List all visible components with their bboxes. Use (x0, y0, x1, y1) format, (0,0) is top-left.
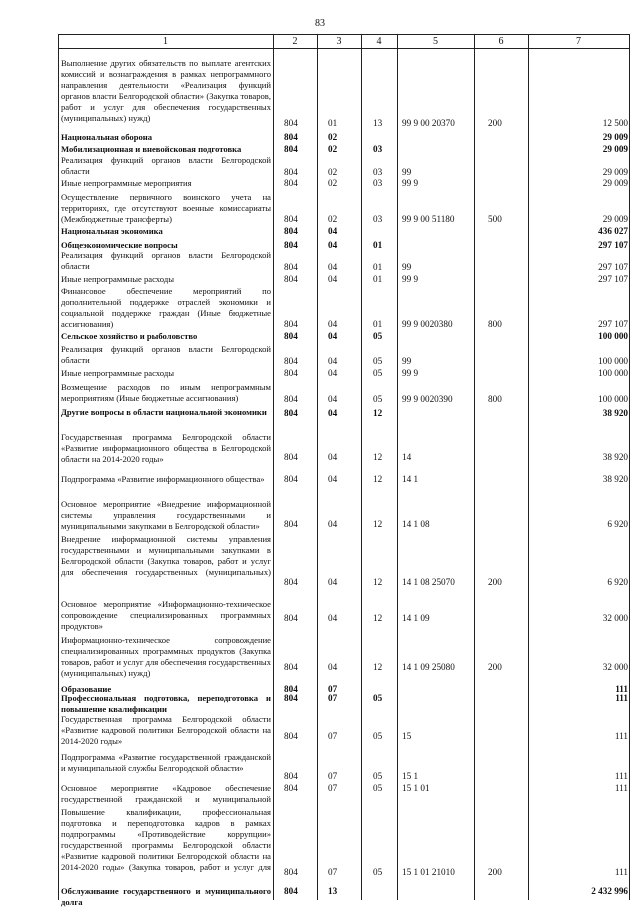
cell-c3: 04 (328, 240, 338, 250)
cell-c2: 804 (284, 240, 298, 250)
cell-c3: 04 (328, 274, 338, 284)
cell-c3: 04 (328, 394, 338, 404)
cell-c2: 804 (284, 214, 298, 224)
cell-c7: 111 (615, 693, 628, 703)
cell-c2: 804 (284, 319, 298, 329)
cell-c6: 200 (488, 662, 502, 672)
cell-c7: 32 000 (602, 613, 628, 623)
cell-c4: 05 (373, 783, 383, 793)
cell-c2: 804 (284, 144, 298, 154)
cell-c6: 500 (488, 214, 502, 224)
row-name: Профессиональная подготовка, переподготовка и повышение квалификации (61, 693, 271, 714)
cell-c5: 14 1 08 25070 (402, 577, 455, 587)
cell-c2: 804 (284, 226, 298, 236)
cell-c4: 05 (373, 731, 383, 741)
cell-c7: 29 009 (602, 178, 628, 188)
cell-c2: 804 (284, 262, 298, 272)
cell-c4: 03 (373, 167, 383, 177)
row-name: Иные непрограммные расходы (61, 368, 174, 378)
cell-c2: 804 (284, 693, 298, 703)
cell-c5: 14 1 09 25080 (402, 662, 455, 672)
cell-c4: 05 (373, 771, 383, 781)
cell-c3: 04 (328, 368, 338, 378)
cell-c5: 14 1 09 (402, 613, 430, 623)
cell-c4: 05 (373, 368, 383, 378)
cell-c3: 04 (328, 613, 338, 623)
cell-c2: 804 (284, 474, 298, 484)
cell-c6: 800 (488, 319, 502, 329)
row-name: Подпрограмма «Развитие информационного общества» (61, 474, 265, 484)
header-col-3: 3 (336, 36, 342, 47)
cell-c3: 04 (328, 226, 338, 236)
cell-c5: 99 9 (402, 368, 419, 378)
cell-c4: 05 (373, 331, 383, 341)
cell-c4: 05 (373, 693, 383, 703)
page-number: 83 (315, 18, 325, 29)
cell-c2: 804 (284, 408, 298, 418)
cell-c4: 03 (373, 178, 383, 188)
cell-c3: 04 (328, 577, 338, 587)
cell-c3: 04 (328, 662, 338, 672)
row-name: Основное мероприятие «Внедрение информационной системы управления государственными и муниципальными закупками в Белгородской области» (61, 499, 271, 531)
row-name: Повышение квалификации, профессиональная подготовка и переподготовка кадров в рамках подпрограммы «Противодействие коррупции» государственной программы Белгородской области «Развитие кадровой политики Белгородской области на 2014-2020 годы» (Закупка товаров, работ и услуг для (61, 807, 271, 872)
cell-c3: 04 (328, 408, 338, 418)
cell-c7: 100 000 (598, 331, 628, 341)
cell-c3: 02 (328, 132, 338, 142)
cell-c4: 12 (373, 452, 383, 462)
cell-c2: 804 (284, 577, 298, 587)
cell-c2: 804 (284, 452, 298, 462)
row-name: Мобилизационная и вневойсковая подготовка (61, 144, 242, 154)
row-name: Информационно-техническое сопровождение специализированных программных продуктов (Закупка товаров, работ и услуг для обеспечения государственных (муниципальных) нужд) (61, 635, 271, 678)
row-name: Подпрограмма «Развитие государственной гражданской и муниципальной службы Белгородской области» (61, 752, 271, 773)
cell-c3: 02 (328, 144, 338, 154)
row-name: Реализация функций органов власти Белгородской области (61, 344, 271, 365)
cell-c2: 804 (284, 368, 298, 378)
row-name: Обслуживание государственного и муниципального долга (61, 886, 271, 907)
cell-c6: 200 (488, 577, 502, 587)
header-col-1: 1 (163, 36, 168, 47)
cell-c2: 804 (284, 731, 298, 741)
cell-c5: 99 (402, 356, 412, 366)
row-name: Основное мероприятие «Кадровое обеспечение государственной гражданской и муниципальной (61, 783, 271, 804)
header-col-6: 6 (498, 36, 504, 47)
cell-c2: 804 (284, 886, 298, 896)
cell-c6: 200 (488, 867, 502, 877)
cell-c5: 99 9 00 51180 (402, 214, 455, 224)
cell-c6: 800 (488, 394, 502, 404)
cell-c2: 804 (284, 394, 298, 404)
cell-c5: 99 (402, 262, 412, 272)
cell-c4: 12 (373, 662, 383, 672)
row-name: Внедрение информационной системы управления государственными и муниципальными закупками в Белгородской области (Закупка товаров, работ и услуг для обеспечения государственных (муниципальных) (61, 534, 271, 577)
cell-c4: 01 (373, 274, 383, 284)
cell-c5: 99 9 00 20370 (402, 118, 455, 128)
cell-c5: 14 (402, 452, 412, 462)
cell-c3: 07 (328, 693, 338, 703)
cell-c2: 804 (284, 867, 298, 877)
cell-c5: 15 1 01 21010 (402, 867, 455, 877)
cell-c7: 29 009 (602, 167, 628, 177)
cell-c7: 111 (614, 783, 628, 793)
cell-c2: 804 (284, 331, 298, 341)
cell-c3: 04 (328, 356, 338, 366)
row-name: Реализация функций органов власти Белгородской области (61, 250, 271, 271)
cell-c3: 07 (328, 684, 338, 694)
cell-c2: 804 (284, 783, 298, 793)
cell-c3: 02 (328, 167, 338, 177)
cell-c7: 297 107 (598, 319, 628, 329)
cell-c7: 6 920 (607, 577, 628, 587)
row-name: Иные непрограммные мероприятия (61, 178, 192, 188)
row-name: Государственная программа Белгородской области «Развитие кадровой политики Белгородской области на 2014-2020 годы» (61, 714, 271, 746)
cell-c7: 38 920 (602, 474, 628, 484)
cell-c3: 04 (328, 519, 338, 529)
cell-c7: 29 009 (602, 144, 628, 154)
cell-c7: 100 000 (598, 394, 628, 404)
cell-c2: 804 (284, 167, 298, 177)
cell-c5: 14 1 08 (402, 519, 430, 529)
cell-c7: 12 500 (602, 118, 628, 128)
cell-c5: 15 1 01 (402, 783, 430, 793)
cell-c7: 38 920 (602, 452, 628, 462)
cell-c2: 804 (284, 662, 298, 672)
cell-c2: 804 (284, 178, 298, 188)
cell-c7: 100 000 (598, 356, 628, 366)
row-name: Реализация функций органов власти Белгородской области (61, 155, 271, 176)
row-name: Возмещение расходов по иным непрограммным мероприятиям (Иные бюджетные ассигнования) (61, 382, 271, 403)
row-name: Осуществление первичного воинского учета на территориях, где отсутствуют военные комиссариаты (Межбюджетные трансферты) (61, 192, 271, 224)
cell-c4: 03 (373, 144, 383, 154)
cell-c2: 804 (284, 519, 298, 529)
cell-c3: 04 (328, 262, 338, 272)
cell-c4: 01 (373, 262, 383, 272)
cell-c2: 804 (284, 118, 298, 128)
cell-c3: 07 (328, 867, 338, 877)
cell-c4: 01 (373, 240, 383, 250)
cell-c7: 111 (614, 771, 628, 781)
cell-c3: 04 (328, 452, 338, 462)
cell-c3: 13 (328, 886, 338, 896)
row-name: Сельское хозяйство и рыболовство (61, 331, 198, 341)
header-col-4: 4 (376, 36, 382, 47)
row-name: Образование (61, 684, 112, 694)
row-name: Основное мероприятие «Информационно-техническое сопровождение специализированных программных продуктов» (61, 599, 271, 631)
cell-c2: 804 (284, 132, 298, 142)
row-name: Национальная экономика (61, 226, 163, 236)
cell-c7: 32 000 (602, 662, 628, 672)
cell-c7: 436 027 (598, 226, 628, 236)
cell-c4: 12 (373, 519, 383, 529)
header-col-5: 5 (433, 36, 438, 47)
cell-c7: 297 107 (598, 274, 628, 284)
cell-c5: 99 9 0020380 (402, 319, 453, 329)
cell-c4: 12 (373, 577, 383, 587)
cell-c5: 99 9 0020390 (402, 394, 453, 404)
cell-c3: 01 (328, 118, 338, 128)
cell-c7: 6 920 (607, 519, 628, 529)
cell-c5: 15 (402, 731, 412, 741)
cell-c2: 804 (284, 274, 298, 284)
cell-c3: 04 (328, 319, 338, 329)
cell-c2: 804 (284, 613, 298, 623)
cell-c5: 99 9 (402, 178, 419, 188)
cell-c7: 2 432 996 (591, 886, 628, 896)
cell-c4: 13 (373, 118, 383, 128)
budget-table (58, 34, 630, 907)
cell-c4: 12 (373, 408, 383, 418)
cell-c3: 02 (328, 214, 338, 224)
cell-c5: 99 9 (402, 274, 419, 284)
cell-c2: 804 (284, 356, 298, 366)
cell-c4: 03 (373, 214, 383, 224)
row-name: Другие вопросы в области национальной экономики (61, 407, 267, 417)
cell-c3: 07 (328, 783, 338, 793)
cell-c4: 05 (373, 394, 383, 404)
cell-c7: 297 107 (598, 240, 628, 250)
cell-c5: 14 1 (402, 474, 419, 484)
cell-c2: 804 (284, 771, 298, 781)
row-name: Государственная программа Белгородской области «Развитие информационного общества в Белгородской области на 2014-2020 годы» (61, 432, 271, 464)
cell-c5: 99 (402, 167, 412, 177)
cell-c4: 12 (373, 613, 383, 623)
cell-c6: 200 (488, 118, 502, 128)
cell-c7: 111 (614, 867, 628, 877)
cell-c3: 04 (328, 474, 338, 484)
cell-c7: 111 (615, 684, 628, 694)
cell-c3: 04 (328, 331, 338, 341)
row-name: Финансовое обеспечение мероприятий по дополнительной поддержке отраслей экономики и социальной поддержке граждан (Иные бюджетные ассигнования) (61, 286, 271, 329)
cell-c4: 12 (373, 474, 383, 484)
cell-c4: 05 (373, 356, 383, 366)
cell-c3: 02 (328, 178, 338, 188)
cell-c4: 05 (373, 867, 383, 877)
cell-c7: 297 107 (598, 262, 628, 272)
cell-c7: 29 009 (602, 132, 628, 142)
row-name: Национальная оборона (61, 132, 153, 142)
header-col-7: 7 (576, 36, 581, 47)
cell-c7: 38 920 (602, 408, 628, 418)
cell-c2: 804 (284, 684, 298, 694)
cell-c5: 15 1 (402, 771, 419, 781)
cell-c4: 01 (373, 319, 383, 329)
row-name: Общеэкономические вопросы (61, 240, 178, 250)
cell-c7: 100 000 (598, 368, 628, 378)
cell-c7: 111 (614, 731, 628, 741)
cell-c3: 07 (328, 731, 338, 741)
row-name: Выполнение других обязательств по выплате агентских комиссий и вознаграждения в рамках непрограммного направления деятельности «Реализация функций органов власти Белгородской области» (Закупка товаров, работ и услуг для обеспечения государственных (муниципальных) нужд) (61, 58, 271, 123)
row-name: Иные непрограммные расходы (61, 274, 174, 284)
cell-c7: 29 009 (602, 214, 628, 224)
cell-c3: 07 (328, 771, 338, 781)
header-col-2: 2 (292, 36, 298, 47)
